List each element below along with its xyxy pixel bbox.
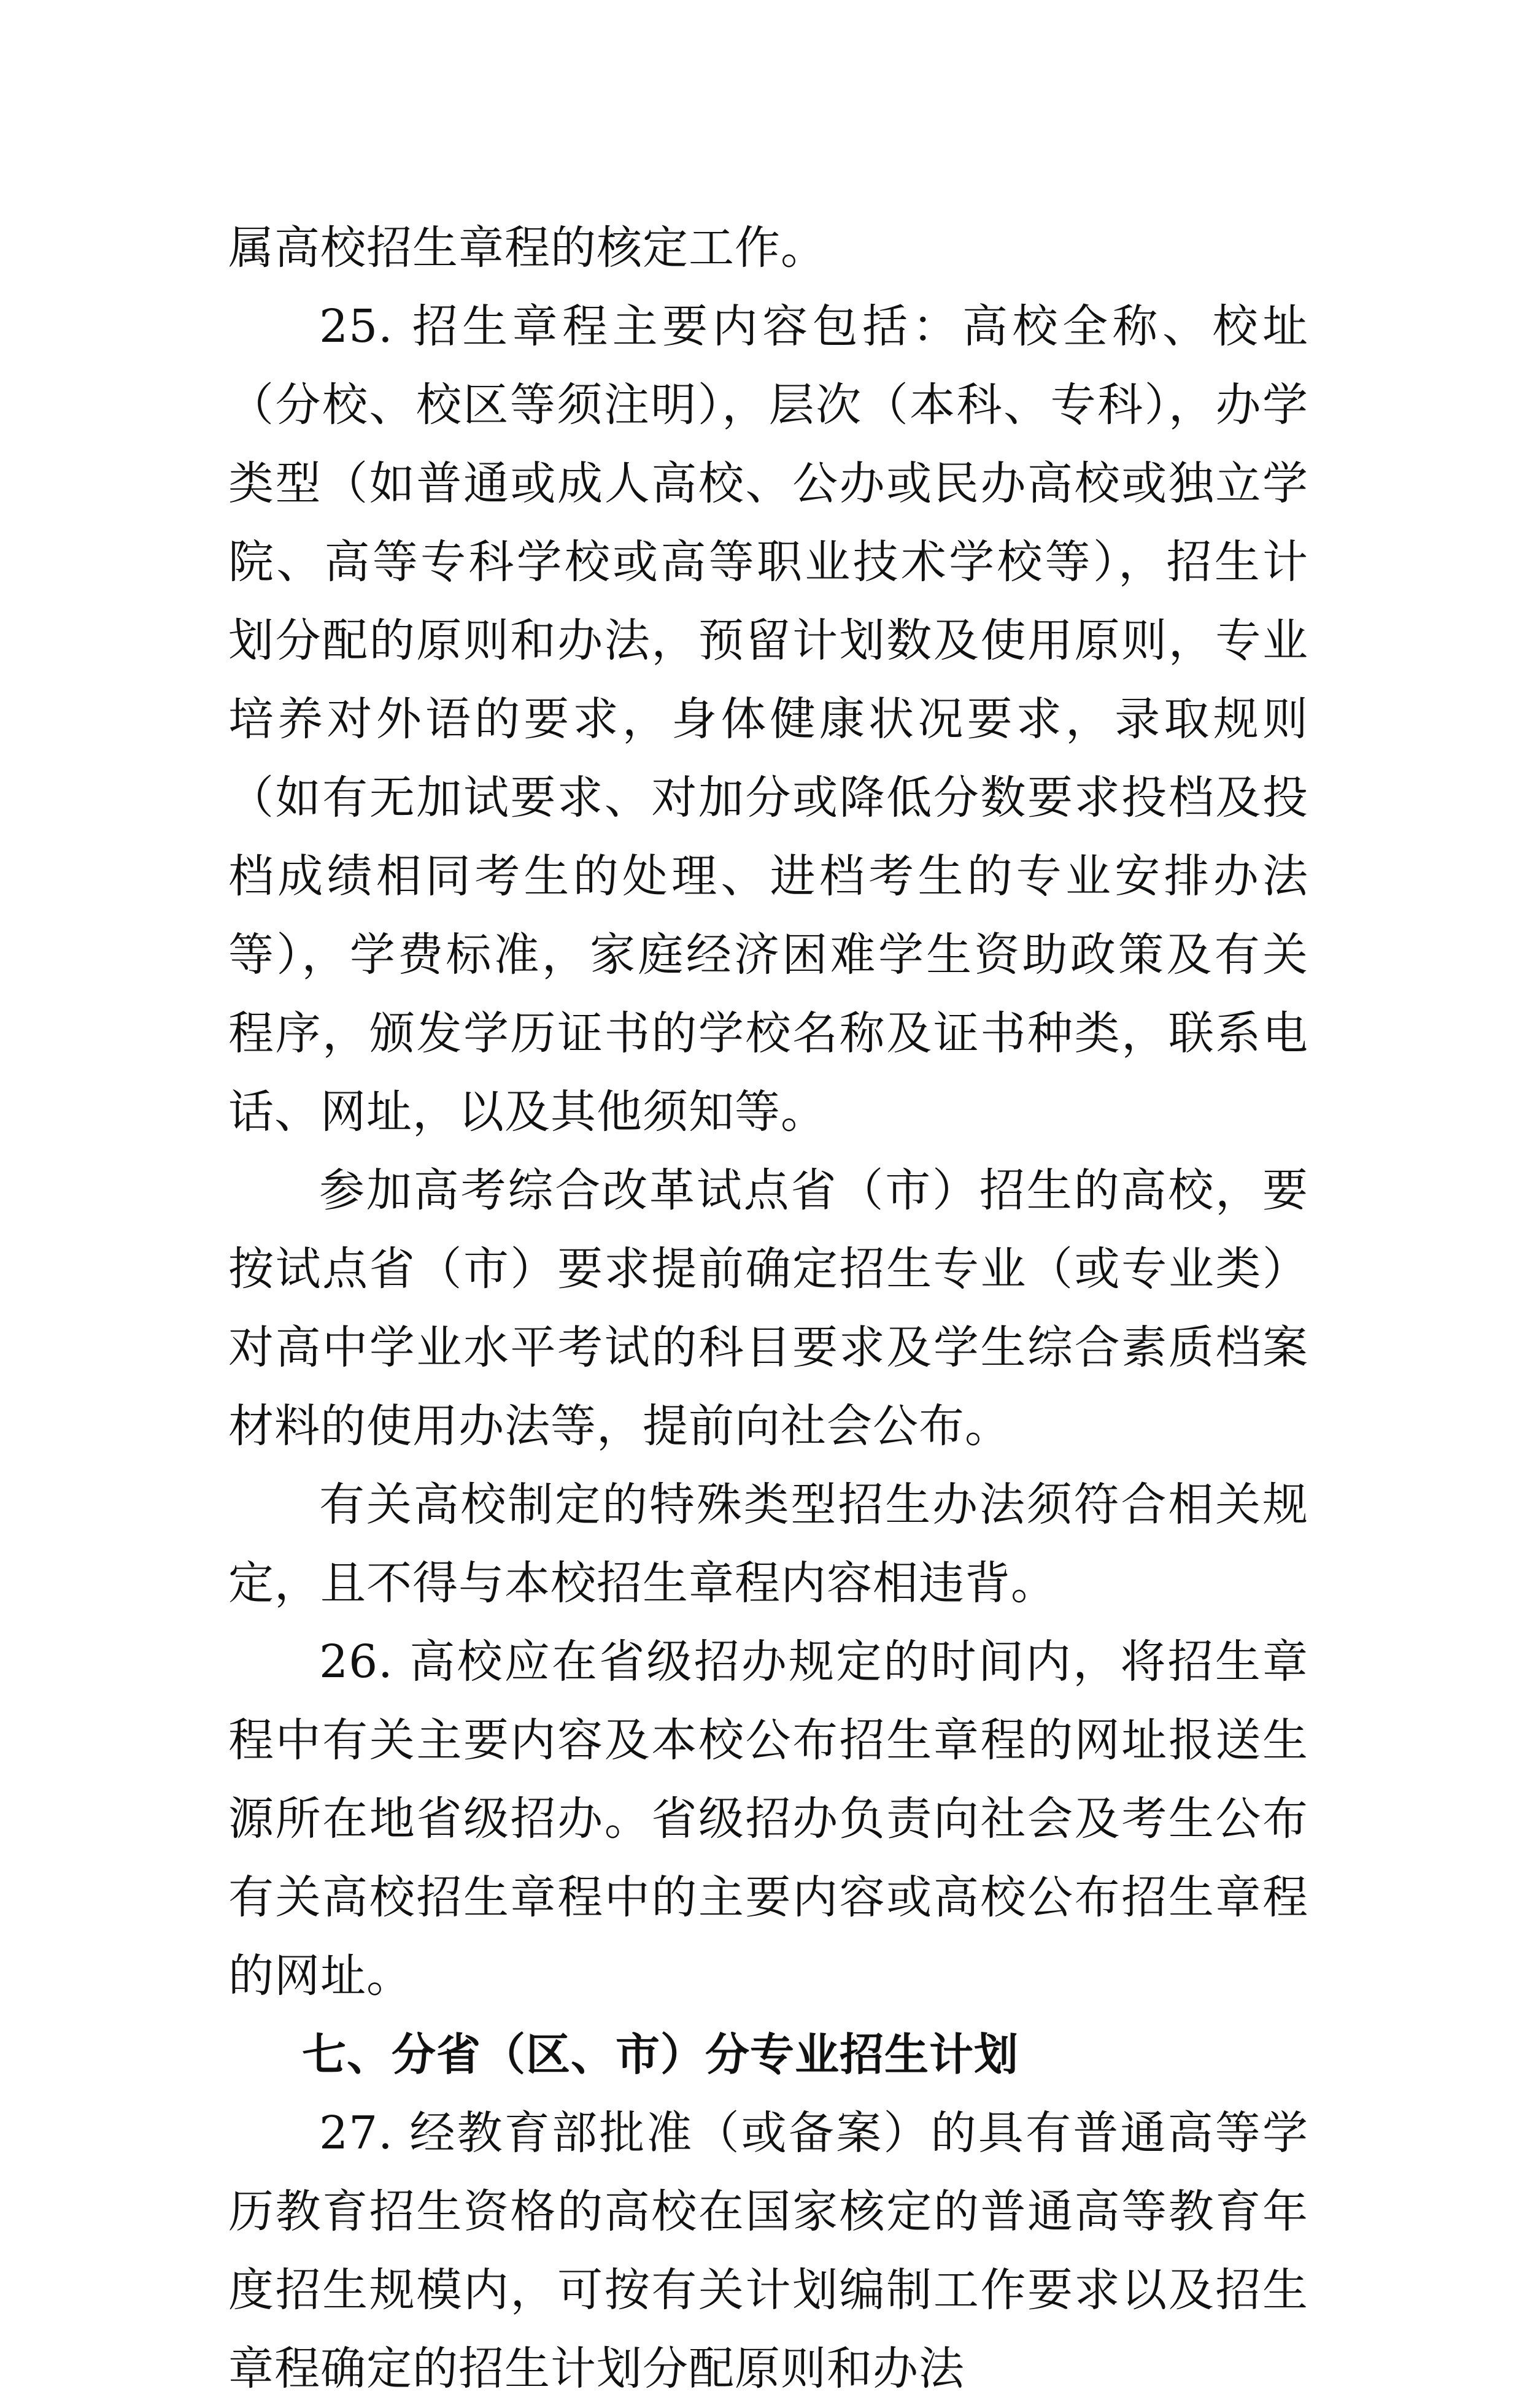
paragraph-special-admission: 有关高校制定的特殊类型招生办法须符合相关规定，且不得与本校招生章程内容相违背。 — [228, 1478, 1308, 1610]
section-heading-seven: 七、分省（区、市）分专业招生计划 — [302, 2029, 1019, 2080]
paragraph-article-26: 26. 高校应在省级招办规定的时间内，将招生章程中有关主要内容及本校公布招生章程的网址报送生源所在地省级招办。省级招办负责向社会及考生公布有关高校招生章程中的主要内容或高校公布招生章程的网址。 — [228, 1635, 1308, 2002]
paragraph-continuation: 属高校招生章程的核定工作。 — [228, 222, 827, 274]
document-body — [228, 209, 1308, 2408]
paragraph-article-25: 25. 招生章程主要内容包括：高校全称、校址（分校、校区等须注明），层次（本科、专科），办学类型（如普通或成人高校、公办或民办高校或独立学院、高等专科学校或高等职业技术学校等），招生计划分配的原则和办法，预留计划数及使用原则，专业培养对外语的要求，身体健康状况要求，录取规则（如有无加试要求、对加分或降低分数要求投档及投档成绩相同考生的处理、进档考生的专业安排办法等），学费标准，家庭经济困难学生资助政策及有关程序，颁发学历证书的学校名称及证书种类，联系电话、网址，以及其他须知等。 — [228, 300, 1308, 1138]
paragraph-article-27: 27. 经教育部批准（或备案）的具有普通高等学历教育招生资格的高校在国家核定的普通高等教育年度招生规模内，可按有关计划编制工作要求以及招生章程确定的招生计划分配原则和办法 — [228, 2107, 1308, 2395]
paragraph-reform-pilot: 参加高考综合改革试点省（市）招生的高校，要按试点省（市）要求提前确定招生专业（或专业类）对高中学业水平考试的科目要求及学生综合素质档案材料的使用办法等，提前向社会公布。 — [228, 1164, 1308, 1453]
